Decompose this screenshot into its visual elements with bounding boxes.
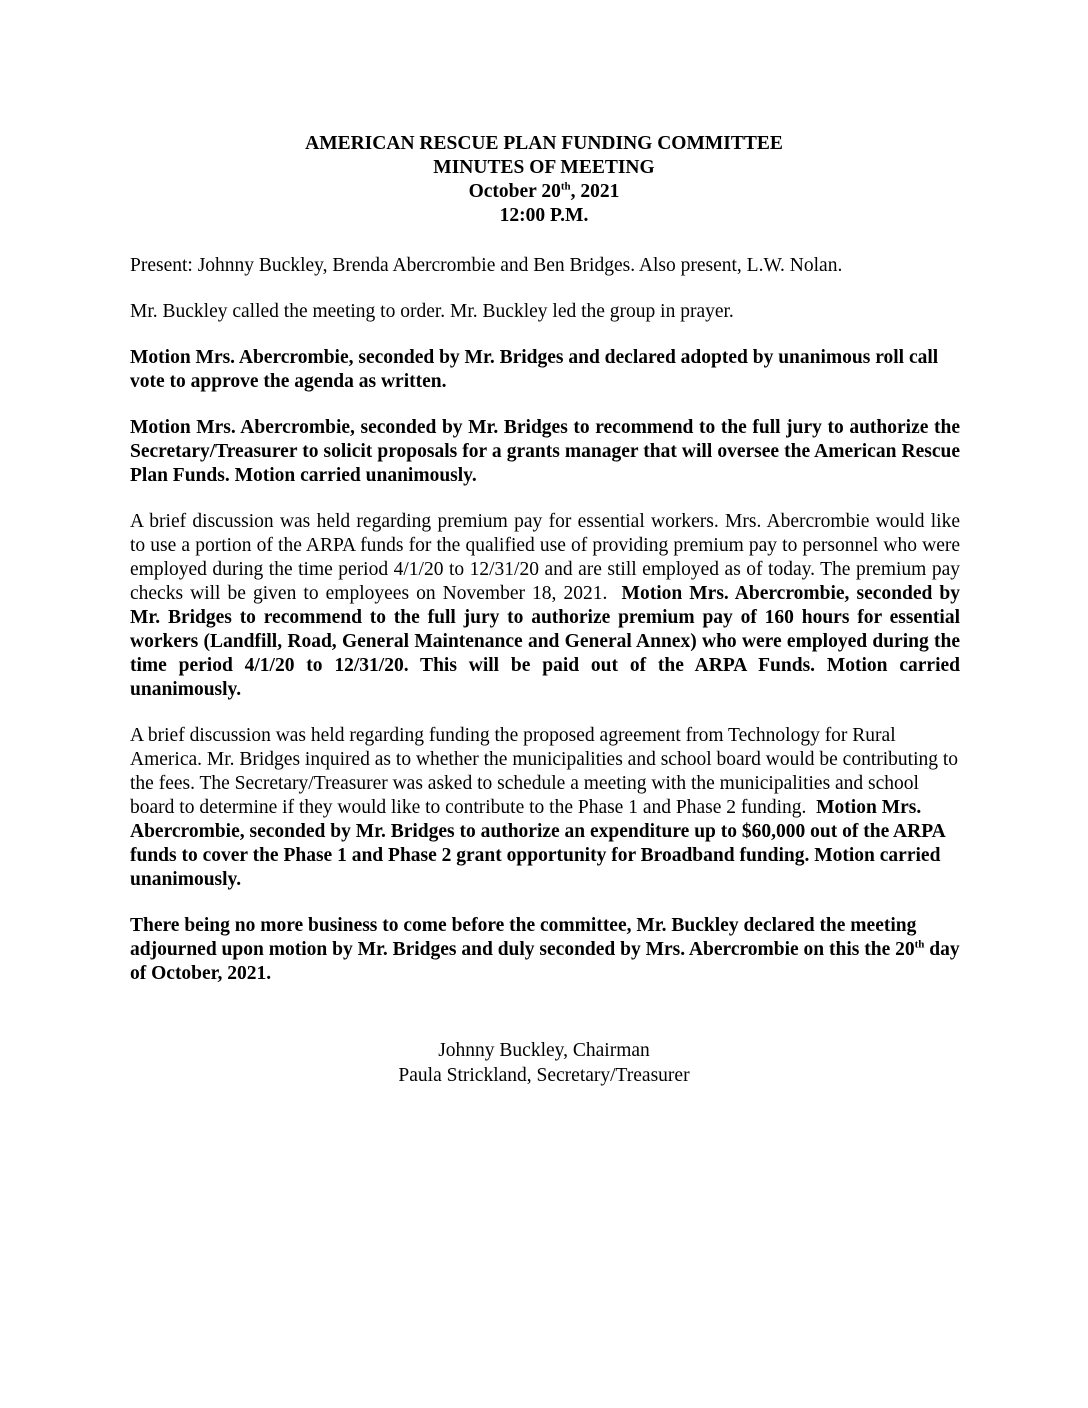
broadband-paragraph [130, 724, 960, 892]
adjournment-ordinal: th [914, 938, 925, 951]
call-to-order-paragraph: Mr. Buckley called the meeting to order. Mr. Buckley led the group in prayer. [130, 301, 734, 322]
broadband-discussion: A brief discussion was held regarding funding the proposed agreement from Technology for Rural America. Mr. Bridges inquired as to whether the municipalities and school board would be contributing to the fees. The Secretary/Treasurer was asked to schedule a meeting with the municipalities and school board to determine if they would like to contribute to the Phase 1 and Phase 2 funding. [130, 725, 959, 818]
premium-pay-paragraph [130, 510, 960, 702]
document-subtitle: MINUTES OF MEETING [433, 157, 655, 178]
meeting-date-main: October 20 [468, 181, 561, 202]
signature-block [0, 1038, 1088, 1088]
meeting-date-year: , 2021 [570, 181, 620, 202]
meeting-time: 12:00 P.M. [499, 205, 589, 226]
meeting-date [0, 180, 1088, 204]
committee-title: AMERICAN RESCUE PLAN FUNDING COMMITTEE [305, 133, 783, 154]
chairman-signature: Johnny Buckley, Chairman [438, 1040, 650, 1061]
grants-manager-motion-paragraph: Motion Mrs. Abercrombie, seconded by Mr. Bridges to recommend to the full jury to authorize the Secretary/Treasurer to solicit proposals for a grants manager that will oversee the American Rescue Plan Funds. Motion carried unanimously. [130, 417, 960, 486]
adjournment-date: day of October, 2021. [130, 939, 960, 984]
adjournment-text: There being no more business to come before the committee, Mr. Buckley declared the meeting adjourned upon motion by Mr. Bridges and duly seconded by Mrs. Abercrombie on this the 20 [130, 915, 917, 960]
agenda-motion-paragraph: Motion Mrs. Abercrombie, seconded by Mr. Bridges and declared adopted by unanimous roll call vote to approve the agenda as written. [130, 347, 939, 392]
broadband-motion: Motion Mrs. Abercrombie, seconded by Mr. Bridges to authorize an expenditure up to $60,000 out of the ARPA funds to cover the Phase 1 and Phase 2 grant opportunity for Broadband funding. Motion carried unanimously. [130, 797, 945, 890]
premium-pay-motion: Motion Mrs. Abercrombie, seconded by Mr. Bridges to recommend to the full jury to authorize premium pay of 160 hours for essential workers (Landfill, Road, General Maintenance and General Annex) who were employed during the time period 4/1/20 to 12/31/20. This will be paid out of the ARPA Funds. Motion carried unanimously. [130, 583, 961, 700]
secretary-signature: Paula Strickland, Secretary/Treasurer [398, 1065, 690, 1086]
document-header [0, 132, 1088, 228]
minutes-body [130, 254, 960, 1008]
adjournment-paragraph [130, 914, 960, 986]
attendance-paragraph: Present: Johnny Buckley, Brenda Abercrombie and Ben Bridges. Also present, L.W. Nolan. [130, 255, 843, 276]
meeting-date-ordinal: th [560, 180, 571, 193]
premium-pay-discussion: A brief discussion was held regarding premium pay for essential workers. Mrs. Abercrombie would like to use a portion of the ARPA funds for the qualified use of providing premium pay to personnel who were employed during the time period 4/1/20 to 12/31/20 and are still employed as of today. The premium pay checks will be given to employees on November 18, 2021. [130, 511, 960, 604]
